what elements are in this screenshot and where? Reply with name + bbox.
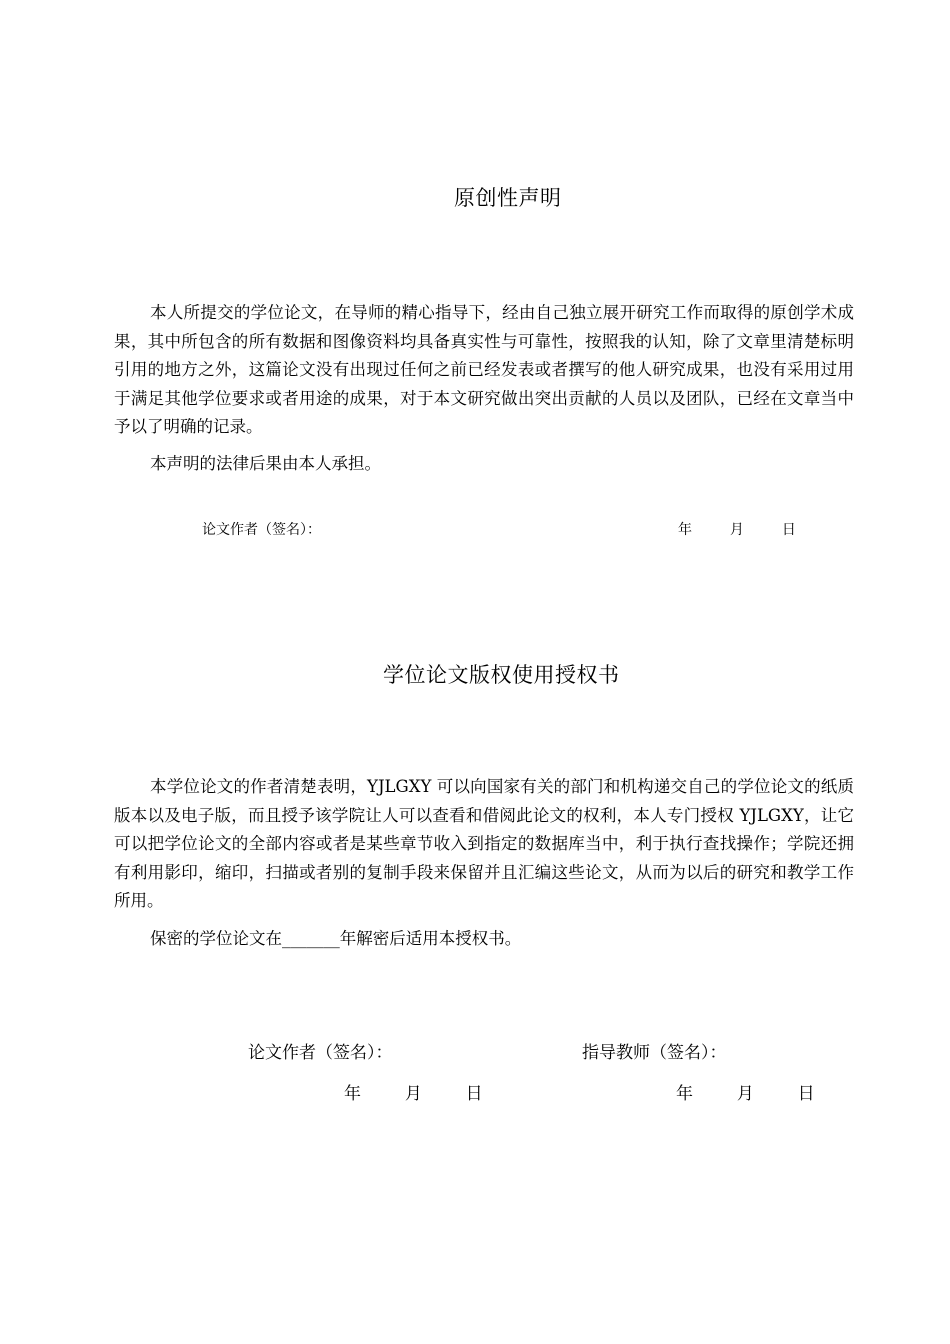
authorization-advisor-date <box>676 1079 815 1104</box>
date-year: 年 <box>678 522 692 538</box>
declaration-author-signature-label: 论文作者（签名）： <box>202 522 321 538</box>
date-day: 日 <box>797 1084 815 1104</box>
authorization-paragraph: 本学位论文的作者清楚表明，YJLGXY 可以向国家有关的部门和机构递交自己的学位论文的纸质版本以及电子版，而且授予该学院让人可以查看和借阅此论文的权利，本人专门授权 YJLGXY，让它可以把学位论文的全部内容或者是某些章节收入到指定的数据库当中，利于执行查找操作；学院还拥有利用影印，缩印，扫描或者别的复制手段来保留并且汇编这些论文，从而为以后的研究和教学工作所用。 <box>114 777 854 910</box>
authorization-author-signature-label: 论文作者（签名）： <box>248 1043 393 1063</box>
authorization-author-date <box>344 1079 483 1104</box>
date-year: 年 <box>676 1084 693 1104</box>
declaration-paragraph: 本人所提交的学位论文，在导师的精心指导下，经由自己独立展开研究工作而取得的原创学术成果，其中所包含的所有数据和图像资料均具备真实性与可靠性，按照我的认知，除了文章里清楚标明引用的地方之外，这篇论文没有出现过任何之前已经发表或者撰写的他人研究成果，也没有采用过用于满足其他学位要求或者用途的成果，对于本文研究做出突出贡献的人员以及团队，已经在文章当中予以了明确的记录。 <box>114 303 854 436</box>
authorization-title: 学位论文版权使用授权书 <box>383 663 620 687</box>
date-day: 日 <box>781 522 796 538</box>
declaration-liability-note: 本声明的法律后果由本人承担。 <box>150 454 381 473</box>
date-year: 年 <box>344 1084 361 1104</box>
date-month: 月 <box>729 522 744 538</box>
authorization-advisor-signature-label: 指导教师（签名）： <box>582 1043 727 1063</box>
authorization-confidentiality-note: 保密的学位论文在_______年解密后适用本授权书。 <box>150 929 522 948</box>
date-day: 日 <box>465 1084 483 1104</box>
date-month: 月 <box>736 1084 754 1104</box>
date-month: 月 <box>404 1084 422 1104</box>
declaration-title: 原创性声明 <box>454 186 562 210</box>
declaration-date <box>678 519 796 539</box>
